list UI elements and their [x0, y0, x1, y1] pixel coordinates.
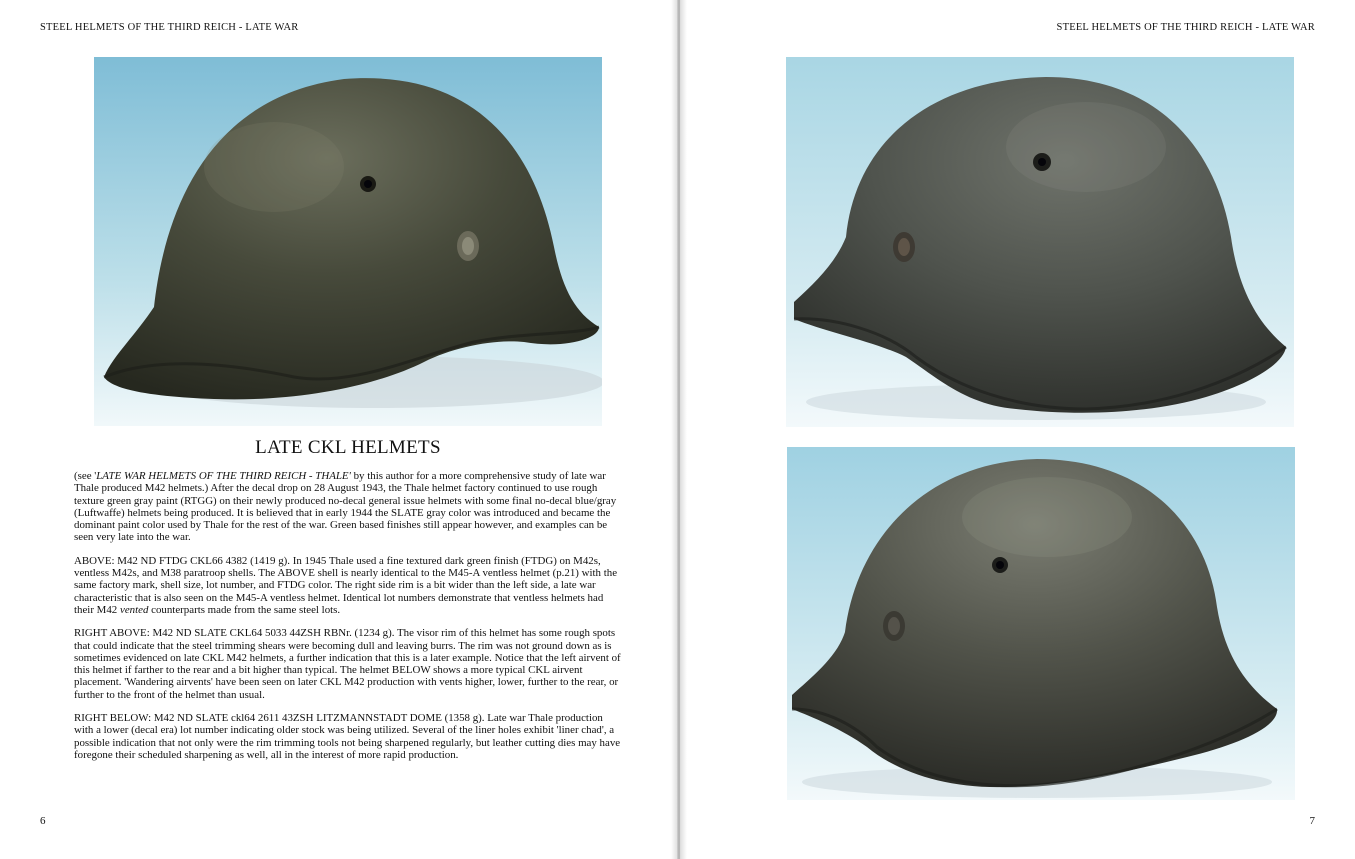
body-text	[74, 470, 622, 772]
helmet-photo-right-above	[786, 57, 1294, 427]
helmet-photo-right-below	[787, 447, 1295, 800]
helmet-photo-above	[94, 57, 602, 426]
running-head-left: STEEL HELMETS OF THE THIRD REICH - LATE WAR	[40, 22, 299, 33]
paragraph-right-above: RIGHT ABOVE: M42 ND SLATE CKL64 5033 44ZSH RBNr. (1234 g). The visor rim of this helmet has some rough spots that could indicate that the steel trimming shears were becoming dull and leaving burrs. The rim was not ground down as is sometimes evidenced on late CKL M42 helmets, a further indication that this is a later example. Notice that the left airvent of this helmet if farther to the rear and a bit higher than typical. The helmet BELOW shows a more typical CKL airvent placement. 'Wandering airvents' have been seen on later CKL M42 production with vents higher, lower, further to the rear, or further to the front of the helmet than usual.	[74, 627, 621, 701]
section-title: LATE CKL HELMETS	[255, 437, 441, 458]
left-page	[0, 0, 677, 859]
page-number-left: 6	[40, 815, 46, 827]
running-head-right: STEEL HELMETS OF THE THIRD REICH - LATE WAR	[1056, 22, 1315, 33]
page-number-right: 7	[1309, 815, 1315, 827]
paragraph-intro: (see 'LATE WAR HELMETS OF THE THIRD REICH - THALE' by this author for a more comprehensive study of late war Thale produced M42 helmets.) After the decal drop on 28 August 1943, the Thale helmet factory continued to use rough texture green gray paint (RTGG) on their newly produced no-decal general issue helmets with some final no-decal blue/gray (Luftwaffe) helmets being produced. It is believed that in early 1944 the SLATE gray color was introduced and became the dominant paint color used by Thale for the rest of the war. Green based finishes still appear however, and examples can be seen very late into the war.	[74, 470, 617, 544]
paragraph-right-below: RIGHT BELOW: M42 ND SLATE ckl64 2611 43ZSH LITZMANNSTADT DOME (1358 g). Late war Thale production with a lower (decal era) lot number indicating older stock was being utilized. Several of the liner holes exhibit 'liner chad', a possible indication that not only were the rim trimming tools not being sharpened regularly, but leather cutting dies may have foregone their scheduled sharpening as well, all in the interest of more rapid production.	[74, 712, 621, 761]
paragraph-above: ABOVE: M42 ND FTDG CKL66 4382 (1419 g). In 1945 Thale used a fine textured dark green finish (FTDG) on M42s, ventless M42s, and M38 paratroop shells. The ABOVE shell is nearly identical to the M45-A ventless helmet (p.21) with the same factory mark, shell size, lot number, and FTDG color. The right side rim is a bit wider than the left side, a late war characteristic that is also seen on the M45-A ventless helmet. Identical lot numbers demonstrate that ventless helmets had their M42 vented counterparts made from the same steel lots.	[74, 554, 618, 616]
right-page	[680, 0, 1355, 859]
